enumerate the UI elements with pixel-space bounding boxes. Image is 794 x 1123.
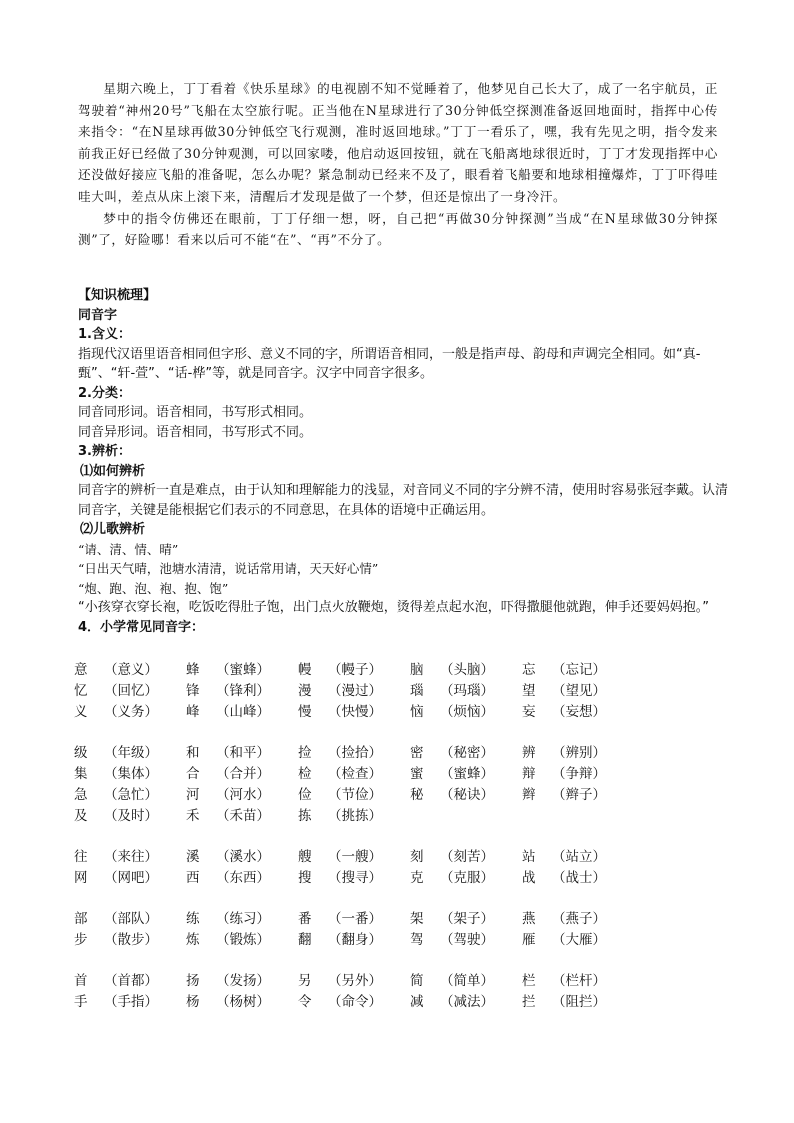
- homophone-word: （禾苗）: [216, 808, 270, 824]
- homophone-entry: [410, 845, 494, 865]
- homophone-entry: [410, 741, 494, 761]
- homophone-char: 捡: [298, 745, 312, 761]
- homophone-char: 驾: [410, 932, 424, 948]
- homophone-char: 减: [410, 994, 424, 1010]
- homophone-char: 拣: [298, 808, 312, 824]
- homophone-word: （挑拣）: [328, 808, 382, 824]
- homophone-entry: [186, 783, 270, 803]
- homophone-entry: [298, 783, 382, 803]
- homophone-word: （一番）: [328, 911, 382, 927]
- homophone-word: （网吧）: [104, 870, 158, 886]
- homophone-char: 炼: [186, 932, 200, 948]
- homophone-entry: [522, 907, 606, 927]
- homophone-entry: [298, 762, 382, 782]
- homophone-entry: [298, 928, 382, 948]
- homophone-char: 禾: [186, 808, 200, 824]
- homophone-word: （来往）: [104, 849, 158, 865]
- homophone-word: （架子）: [440, 911, 494, 927]
- homophone-char: 往: [74, 849, 88, 865]
- rhyme-1-text: “日出天气晴，池塘水清清，说话常用请，天天好心情”: [78, 561, 379, 576]
- homophone-word: （山峰）: [216, 704, 270, 720]
- homophone-entry: [186, 741, 270, 761]
- rhyme-1-chars: “请、清、情、晴”: [78, 541, 179, 557]
- homophone-word: （栏杆）: [552, 973, 606, 989]
- homophone-word: （漫过）: [328, 683, 382, 699]
- homophone-entry: [410, 990, 494, 1010]
- homophone-entry: [74, 907, 158, 927]
- homophone-char: 峰: [186, 704, 200, 720]
- homophone-char: 瑙: [410, 683, 424, 699]
- homophone-word: （简单）: [440, 973, 494, 989]
- homophone-word: （杨树）: [216, 994, 270, 1010]
- group-spacer: [74, 721, 734, 741]
- homophone-word: （手指）: [104, 994, 158, 1010]
- homophone-entry: [74, 741, 158, 761]
- homophone-entry: [410, 969, 494, 989]
- homophone-char: 番: [298, 911, 312, 927]
- homophone-char: 搜: [298, 870, 312, 886]
- homophone-entry: [298, 741, 382, 761]
- homophone-char: 妄: [522, 704, 536, 720]
- homophone-entry: [410, 658, 494, 678]
- homophone-char: 溪: [186, 849, 200, 865]
- story-paragraph-1: 星期六晚上，丁丁看着《快乐星球》的电视剧不知不觉睡着了，他梦见自己长大了，成了一名宇航员，正驾驶着“神州20号”飞船在太空旅行呢。正当他在N星球进行了30分钟低空探测准备返回地面时，指挥中心传来指令：“在N星球再做30分钟低空飞行观测，准时返回地球。”丁丁一看乐了，嘿，我有先见之明，指令发来前我正好已经做了30分钟观测，可以回家喽，他启动返回按钮，就在飞船离地球很近时，丁丁才发现指挥中心还没做好接应飞船的准备呢，怎么办呢？紧急制动已经来不及了，眼看着飞船要和地球相撞爆炸，丁丁吓得哇哇大叫，差点从床上滚下来，清醒后才发现是做了一个梦，但还是惊出了一身冷汗。: [78, 81, 718, 204]
- homophone-word: （和平）: [216, 745, 270, 761]
- analysis-title: 3.辨析：: [78, 444, 131, 459]
- common-homophones-title: 4．小学常见同音字：: [78, 619, 205, 635]
- homophone-word: （另外）: [328, 973, 382, 989]
- homophone-entry: [298, 804, 382, 824]
- homophone-row: [74, 679, 734, 700]
- homophone-entry: [298, 679, 382, 699]
- homophone-char: 拦: [522, 994, 536, 1010]
- homophone-word: （捡拾）: [328, 745, 382, 761]
- homophone-char: 漫: [298, 683, 312, 699]
- homophone-entry: [298, 969, 382, 989]
- homophone-entry: [74, 928, 158, 948]
- homophone-word: （溪水）: [216, 849, 270, 865]
- how-to-analyze-title: ⑴如何辨析: [80, 463, 146, 479]
- topic-title: 同音字: [78, 307, 118, 323]
- homophone-entry: [298, 866, 382, 886]
- homophone-word: （蜜蜂）: [216, 662, 270, 678]
- homophone-entry: [522, 658, 606, 678]
- homophone-char: 脑: [410, 662, 424, 678]
- homophone-entry: [74, 845, 158, 865]
- homophone-row: [74, 783, 734, 804]
- classification-item-2: 同音异形词。语音相同，书写形式不同。: [78, 424, 313, 440]
- rhyme-analysis-title: ⑵儿歌辨析: [80, 522, 146, 537]
- homophone-entry: [186, 907, 270, 927]
- homophone-row: [74, 845, 734, 866]
- homophone-row: [74, 762, 734, 783]
- homophone-entry: [74, 990, 158, 1010]
- homophone-row: [74, 741, 734, 762]
- homophone-word: （集体）: [104, 766, 158, 782]
- homophone-char: 手: [74, 994, 88, 1010]
- group-spacer: [74, 825, 734, 845]
- homophone-word: （合并）: [216, 766, 270, 782]
- homophone-word: （练习）: [216, 911, 270, 927]
- homophone-entry: [74, 783, 158, 803]
- homophone-char: 雁: [522, 932, 536, 948]
- homophone-entry: [410, 928, 494, 948]
- homophone-entry: [74, 969, 158, 989]
- homophone-entry: [410, 907, 494, 927]
- homophone-char: 恼: [410, 704, 424, 720]
- homophone-char: 级: [74, 745, 88, 761]
- homophone-word: （意义）: [104, 662, 158, 678]
- story-section: [78, 78, 718, 251]
- homophone-word: （回忆）: [104, 683, 158, 699]
- homophone-word: （克服）: [440, 870, 494, 886]
- homophone-entry: [522, 969, 606, 989]
- homophone-char: 艘: [298, 849, 312, 865]
- homophone-entry: [522, 990, 606, 1010]
- group-spacer: [74, 887, 734, 907]
- homophone-char: 部: [74, 911, 88, 927]
- homophone-entry: [522, 762, 606, 782]
- homophone-word: （及时）: [104, 808, 158, 824]
- homophone-entry: [186, 700, 270, 720]
- homophone-entry: [74, 700, 158, 720]
- homophone-word: （辫子）: [552, 787, 606, 803]
- definition-title: 1.含义：: [78, 327, 131, 342]
- homophone-char: 克: [410, 870, 424, 886]
- homophone-char: 扬: [186, 973, 200, 989]
- homophone-char: 燕: [522, 911, 536, 927]
- homophone-char: 望: [522, 683, 536, 699]
- homophone-word: （妄想）: [552, 704, 606, 720]
- homophone-char: 急: [74, 787, 88, 803]
- homophone-entry: [74, 804, 158, 824]
- homophone-entry: [522, 783, 606, 803]
- homophone-char: 杨: [186, 994, 200, 1010]
- knowledge-section: [78, 286, 728, 637]
- homophone-char: 慢: [298, 704, 312, 720]
- homophone-row: [74, 990, 734, 1011]
- homophone-char: 网: [74, 870, 88, 886]
- homophone-row: [74, 700, 734, 721]
- homophone-entry: [298, 845, 382, 865]
- homophone-char: 检: [298, 766, 312, 782]
- homophone-word: （检查）: [328, 766, 382, 782]
- homophone-char: 简: [410, 973, 424, 989]
- homophone-word: （战士）: [552, 870, 606, 886]
- homophone-char: 意: [74, 662, 88, 678]
- homophone-word: （急忙）: [104, 787, 158, 803]
- homophone-char: 及: [74, 808, 88, 824]
- homophone-char: 辨: [522, 745, 536, 761]
- homophone-word: （翻身）: [328, 932, 382, 948]
- homophone-entry: [186, 679, 270, 699]
- homophone-entry: [522, 928, 606, 948]
- homophone-char: 忆: [74, 683, 88, 699]
- homophone-word: （燕子）: [552, 911, 606, 927]
- homophone-word: （一艘）: [328, 849, 382, 865]
- homophone-word: （大雁）: [552, 932, 606, 948]
- homophone-word: （忘记）: [552, 662, 606, 678]
- homophone-char: 战: [522, 870, 536, 886]
- homophone-char: 辫: [522, 787, 536, 803]
- homophone-word: （刻苦）: [440, 849, 494, 865]
- homophone-word: （年级）: [104, 745, 158, 761]
- homophone-char: 令: [298, 994, 312, 1010]
- homophone-char: 架: [410, 911, 424, 927]
- homophone-char: 河: [186, 787, 200, 803]
- homophone-char: 义: [74, 704, 88, 720]
- homophone-char: 站: [522, 849, 536, 865]
- homophone-entry: [522, 700, 606, 720]
- homophone-char: 和: [186, 745, 200, 761]
- homophone-entry: [186, 990, 270, 1010]
- homophone-entry: [298, 907, 382, 927]
- homophone-entry: [74, 866, 158, 886]
- homophone-word: （义务）: [104, 704, 158, 720]
- classification-item-1: 同音同形词。语音相同，书写形式相同。: [78, 405, 313, 420]
- homophone-word: （玛瑙）: [440, 683, 494, 699]
- homophone-entry: [186, 804, 270, 824]
- homophone-char: 另: [298, 973, 312, 989]
- homophone-entry: [186, 762, 270, 782]
- homophone-word: （快慢）: [328, 704, 382, 720]
- classification-title: 2.分类：: [78, 385, 131, 401]
- homophone-entry: [410, 783, 494, 803]
- homophone-row: [74, 658, 734, 679]
- homophone-entry: [522, 866, 606, 886]
- homophone-word: （秘密）: [440, 745, 494, 761]
- homophone-char: 栏: [522, 973, 536, 989]
- homophone-word: （站立）: [552, 849, 606, 865]
- homophone-char: 忘: [522, 662, 536, 678]
- homophone-entry: [410, 700, 494, 720]
- homophone-char: 首: [74, 973, 88, 989]
- homophone-entry: [186, 866, 270, 886]
- homophone-word: （锋利）: [216, 683, 270, 699]
- homophone-char: 蜜: [410, 766, 424, 782]
- homophone-entry: [186, 845, 270, 865]
- homophone-entry: [186, 658, 270, 678]
- homophone-char: 蜂: [186, 662, 200, 678]
- homophone-char: 合: [186, 766, 200, 782]
- homophone-table: [74, 658, 734, 1011]
- homophone-entry: [298, 990, 382, 1010]
- rhyme-2-text: “小孩穿衣穿长袍，吃饭吃得肚子饱，出门点火放鞭炮，烫得差点起水泡，吓得撒腿他就跑，伸手还要妈妈抱。”: [78, 600, 709, 615]
- homophone-entry: [522, 741, 606, 761]
- homophone-entry: [74, 658, 158, 678]
- homophone-char: 俭: [298, 787, 312, 803]
- homophone-word: （命令）: [328, 994, 382, 1010]
- homophone-word: （驾驶）: [440, 932, 494, 948]
- homophone-word: （秘诀）: [440, 787, 494, 803]
- how-to-analyze-text: 同音字的辨析一直是难点，由于认知和理解能力的浅显，对音同义不同的字分辨不清，使用时容易张冠李戴。认清同音字，关键是能根据它们表示的不同意思，在具体的语境中正确运用。: [78, 483, 729, 518]
- homophone-entry: [410, 866, 494, 886]
- homophone-word: （发扬）: [216, 973, 270, 989]
- homophone-char: 西: [186, 870, 200, 886]
- homophone-word: （锻炼）: [216, 932, 270, 948]
- homophone-char: 密: [410, 745, 424, 761]
- homophone-word: （搜寻）: [328, 870, 382, 886]
- homophone-word: （争辩）: [552, 766, 606, 782]
- homophone-entry: [410, 762, 494, 782]
- homophone-char: 翻: [298, 932, 312, 948]
- group-spacer: [74, 949, 734, 969]
- homophone-word: （幔子）: [328, 662, 382, 678]
- homophone-word: （部队）: [104, 911, 158, 927]
- homophone-char: 练: [186, 911, 200, 927]
- homophone-char: 锋: [186, 683, 200, 699]
- homophone-word: （东西）: [216, 870, 270, 886]
- story-paragraph-2: 梦中的指令仿佛还在眼前，丁丁仔细一想，呀，自己把“再做30分钟探测”当成“在N星球做30分钟探测”了，好险哪！看来以后可不能“在”、“再”不分了。: [78, 210, 718, 248]
- section-heading: 【知识梳理】: [78, 288, 157, 303]
- homophone-entry: [298, 658, 382, 678]
- homophone-word: （减法）: [440, 994, 494, 1010]
- homophone-word: （散步）: [104, 932, 158, 948]
- homophone-char: 集: [74, 766, 88, 782]
- homophone-entry: [186, 928, 270, 948]
- homophone-row: [74, 928, 734, 949]
- homophone-word: （辨别）: [552, 745, 606, 761]
- homophone-char: 辩: [522, 766, 536, 782]
- homophone-entry: [410, 679, 494, 699]
- homophone-row: [74, 804, 734, 825]
- homophone-row: [74, 907, 734, 928]
- homophone-entry: [74, 762, 158, 782]
- homophone-row: [74, 969, 734, 990]
- rhyme-2-chars: “炮、跑、泡、袍、抱、饱”: [78, 580, 229, 596]
- homophone-char: 幔: [298, 662, 312, 678]
- homophone-word: （头脑）: [440, 662, 494, 678]
- homophone-entry: [522, 845, 606, 865]
- homophone-char: 刻: [410, 849, 424, 865]
- homophone-entry: [74, 679, 158, 699]
- homophone-word: （烦恼）: [440, 704, 494, 720]
- homophone-word: （望见）: [552, 683, 606, 699]
- homophone-char: 步: [74, 932, 88, 948]
- homophone-word: （阻拦）: [552, 994, 606, 1010]
- homophone-char: 秘: [410, 787, 424, 803]
- homophone-word: （河水）: [216, 787, 270, 803]
- homophone-word: （节俭）: [328, 787, 382, 803]
- homophone-entry: [186, 969, 270, 989]
- homophone-word: （蜜蜂）: [440, 766, 494, 782]
- homophone-entry: [298, 700, 382, 720]
- homophone-row: [74, 866, 734, 887]
- homophone-entry: [522, 679, 606, 699]
- definition-text: 指现代汉语里语音相同但字形、意义不同的字，所谓语音相同，一般是指声母、韵母和声调完全相同。如“真-甄”、“轩-萱”、“话-桦”等，就是同音字。汉字中同音字很多。: [78, 346, 701, 381]
- homophone-word: （首都）: [104, 973, 158, 989]
